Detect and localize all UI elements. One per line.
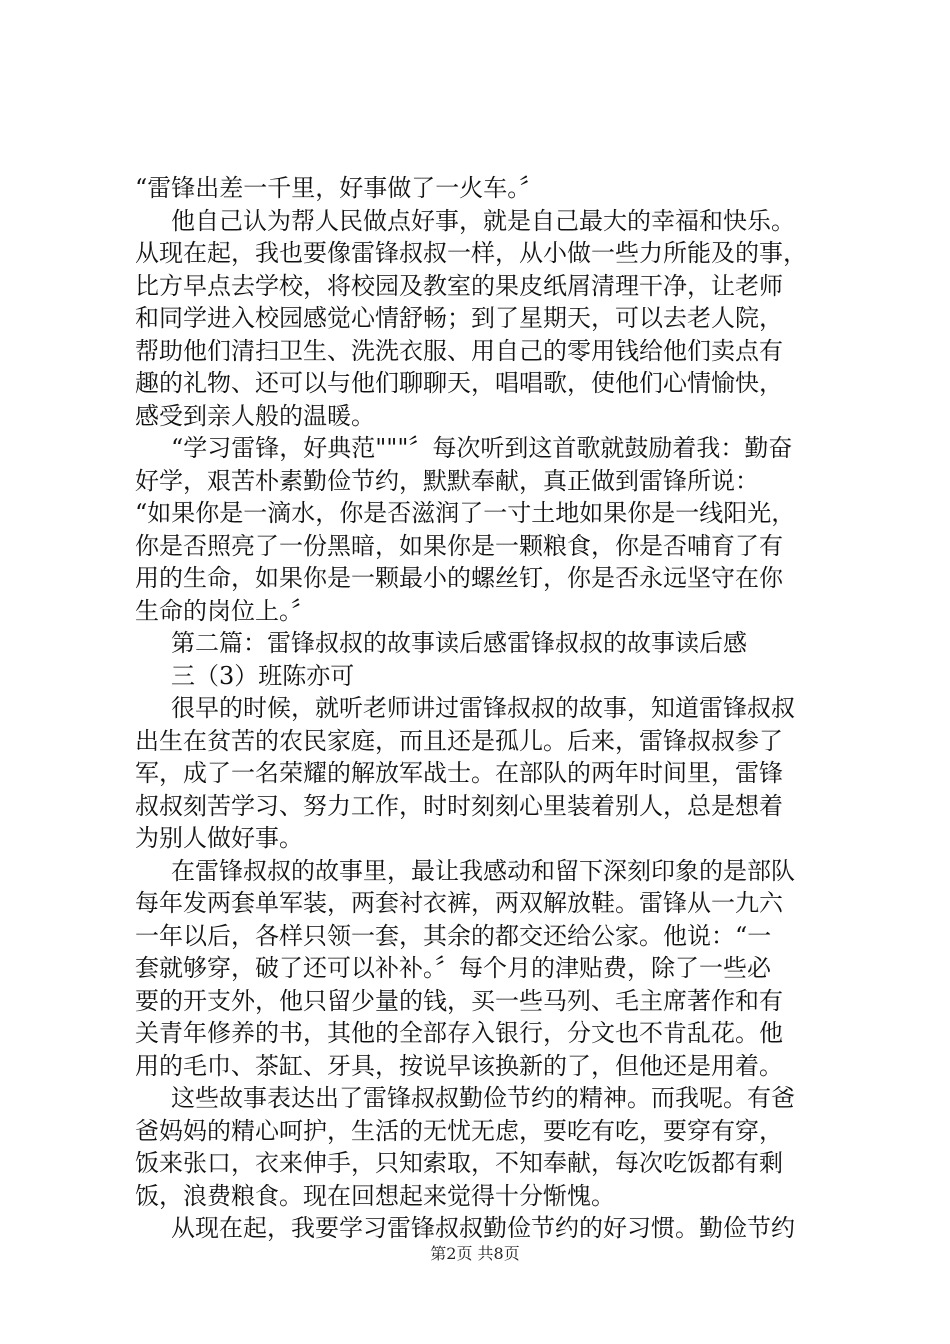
text-line: 出生在贫苦的农民家庭，而且还是孤儿。后来，雷锋叔叔参了 (135, 726, 783, 755)
text-line: 为别人做好事。 (135, 824, 303, 852)
text-line: 第二篇：雷锋叔叔的故事读后感雷锋叔叔的故事读后感 (171, 629, 747, 657)
text-line: 饭，浪费粮食。现在回想起来觉得十分惭愧。 (135, 1181, 615, 1210)
text-line: 要的开支外，他只留少量的钱，买一些马列、毛主席著作和有 (135, 986, 783, 1015)
text-line: 很早的时候，就听老师讲过雷锋叔叔的故事，知道雷锋叔叔 (171, 694, 795, 722)
text-line: 军，成了一名荣耀的解放军战士。在部队的两年时间里，雷锋 (135, 759, 783, 787)
text-line: 饭来张口，衣来伸手，只知索取，不知奉献，每次吃饭都有剩 (135, 1149, 783, 1177)
text-line: 从现在起，我也要像雷锋叔叔一样，从小做一些力所能及的事， (135, 239, 807, 267)
document-body (135, 172, 835, 1245)
text-line: “如果你是一滴水，你是否滋润了一寸土地如果你是一线阳光， (135, 499, 796, 527)
text-line: 帮助他们清扫卫生、洗洗衣服、用自己的零用钱给他们卖点有 (135, 336, 783, 365)
text-line: 用的毛巾、茶缸、牙具，按说早该换新的了，但他还是用着。 (135, 1051, 783, 1080)
page-footer: 第2页 共8页 (430, 1244, 520, 1263)
text-line: 三（3）班陈亦可 (171, 661, 355, 690)
text-line: 一年以后，各样只领一套，其余的都交还给公家。他说：“一 (135, 921, 772, 950)
text-line: 套就够穿，破了还可以补补。〞每个月的津贴费，除了一些必 (135, 954, 771, 982)
text-line: 趣的礼物、还可以与他们聊聊天，唱唱歌，使他们心情愉快， (135, 369, 783, 397)
text-line: 每年发两套单军装，两套衬衣裤，两双解放鞋。雷锋从一九六 (135, 889, 783, 917)
text-line: 感受到亲人般的温暖。 (135, 401, 375, 430)
text-line: 比方早点去学校，将校园及教室的果皮纸屑清理干净，让老师 (135, 271, 783, 300)
text-line: 在雷锋叔叔的故事里，最让我感动和留下深刻印象的是部队 (171, 856, 795, 885)
text-line: 爸妈妈的精心呵护，生活的无忧无虑，要吃有吃，要穿有穿， (135, 1116, 783, 1145)
text-line: 用的生命，如果你是一颗最小的螺丝钉，你是否永远坚守在你 (135, 564, 783, 592)
text-line: 他自己认为帮人民做点好事，就是自己最大的幸福和快乐。 (171, 206, 795, 235)
text-line: 叔叔刻苦学习、努力工作，时时刻刻心里装着别人，总是想着 (135, 791, 783, 820)
text-line: 从现在起，我要学习雷锋叔叔勤俭节约的好习惯。勤俭节约 (171, 1214, 795, 1242)
text-line: “雷锋出差一千里，好事做了一火车。〞 (135, 174, 544, 202)
text-line: 你是否照亮了一份黑暗，如果你是一颗粮食，你是否哺育了有 (135, 531, 783, 560)
text-line: 生命的岗位上。〞 (135, 596, 315, 625)
text-line: 好学，艰苦朴素勤俭节约，默默奉献，真正做到雷锋所说： (135, 466, 759, 495)
text-line: 关青年修养的书，其他的全部存入银行，分文也不肯乱花。他 (135, 1019, 783, 1047)
text-line: 这些故事表达出了雷锋叔叔勤俭节约的精神。而我呢。有爸 (171, 1084, 795, 1112)
text-line: “学习雷锋，好典范"""〞每次听到这首歌就鼓励着我：勤奋 (171, 434, 793, 462)
text-line: 和同学进入校园感觉心情舒畅；到了星期天，可以去老人院， (135, 304, 783, 332)
